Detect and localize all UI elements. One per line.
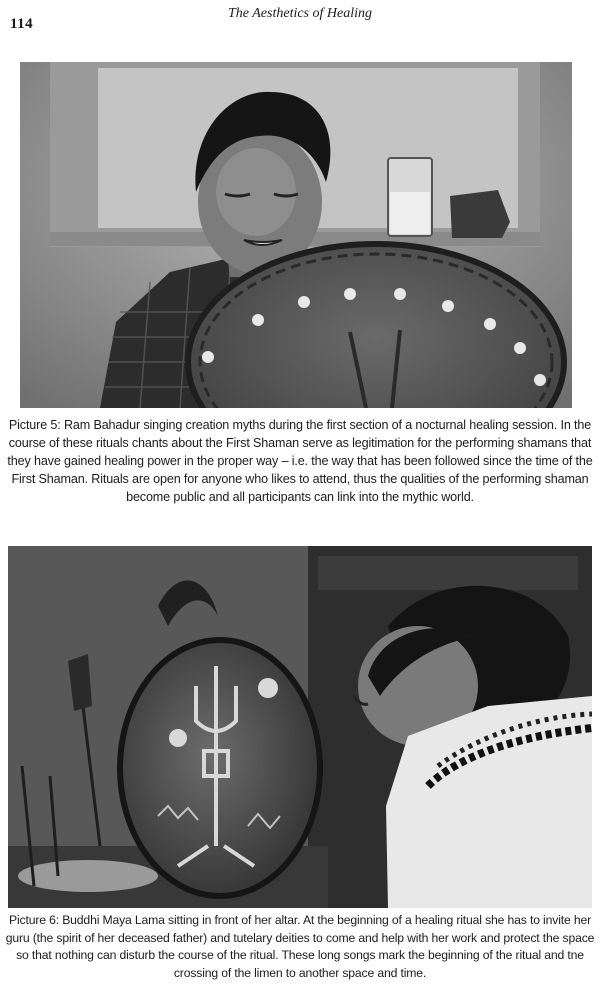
photo-shaman-singing-image <box>20 62 572 408</box>
figure-5-caption: Picture 5: Ram Bahadur singing creation myths during the first section of a nocturnal healing session. In the course of these rituals chants about the First Shaman serve as legitimation for the performing shamans that they have gained healing power in the proper way – i.e. the way that has been followed since the time of the First Shaman. Rituals are open for anyone who likes to attend, thus the qualities of the performing shaman become public and all participants can link into the mythic world. <box>7 418 593 504</box>
page-number: 114 <box>10 16 34 32</box>
photo-altar-ritual <box>8 546 592 908</box>
photo-altar-ritual-image <box>8 546 592 908</box>
photo-shaman-singing <box>20 62 572 408</box>
figure-6-caption: Picture 6: Buddhi Maya Lama sitting in front of her altar. At the beginning of a healing ritual she has to invite her guru (the spirit of her deceased father) and tutelary deities to come and help with her work and protect the space so that nothing can disturb the course of the ritual. These long songs mark the beginning of the ritual and tne crossing of the limen to another space and time. <box>5 913 595 980</box>
running-head-title: The Aesthetics of Healing <box>228 6 372 21</box>
